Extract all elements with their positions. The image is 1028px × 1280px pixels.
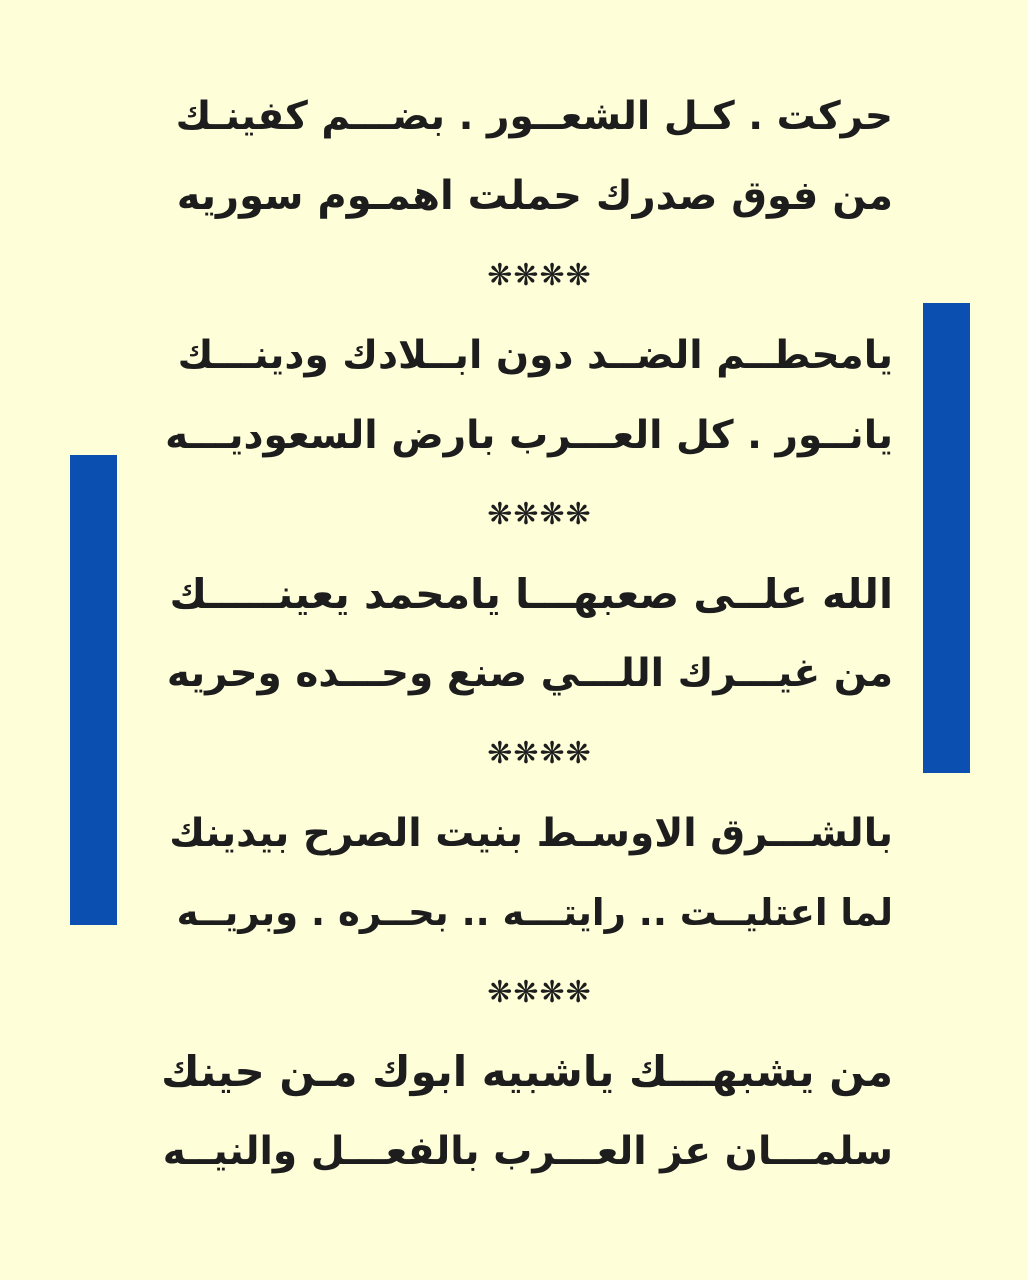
- accent-bar-right: [923, 303, 970, 773]
- verse-line: الله علــى صعبهـــا يامحمد يعينـــــك: [169, 570, 893, 619]
- accent-bar-left: [70, 455, 117, 925]
- stanza-separator: ❋❋❋❋: [487, 736, 592, 772]
- verse-line: يانــور . كل العـــرب بارض السعوديـــه: [165, 412, 893, 458]
- verse-line: من يشبهـــك ياشبيه ابوك مـن حينك: [161, 1047, 893, 1097]
- verse-line: سلمـــان عز العـــرب بالفعـــل والنيــه: [162, 1129, 893, 1175]
- stanza-separator: ❋❋❋❋: [487, 497, 592, 533]
- verse-line: من فوق صدرك حملت اهمـوم سوريه: [176, 173, 893, 220]
- verse-line: بالشـــرق الاوسـط بنيت الصرح بيدينك: [169, 810, 893, 856]
- poem-body: [160, 77, 893, 1191]
- verse-line: يامحطــم الضــد دون ابــلادك ودينـــك: [177, 333, 893, 379]
- stanza-separator: ❋❋❋❋: [487, 258, 592, 294]
- stanza-separator: ❋❋❋❋: [487, 974, 592, 1010]
- verse-line: حركت . كـل الشعــور . بضـــم كفينـك: [175, 94, 893, 140]
- verse-line: من غيـــرك اللـــي صنع وحـــده وحريه: [166, 651, 893, 697]
- verse-line: لما اعتليــت .. رايتـــه .. بحــره . وبريــه: [176, 891, 893, 935]
